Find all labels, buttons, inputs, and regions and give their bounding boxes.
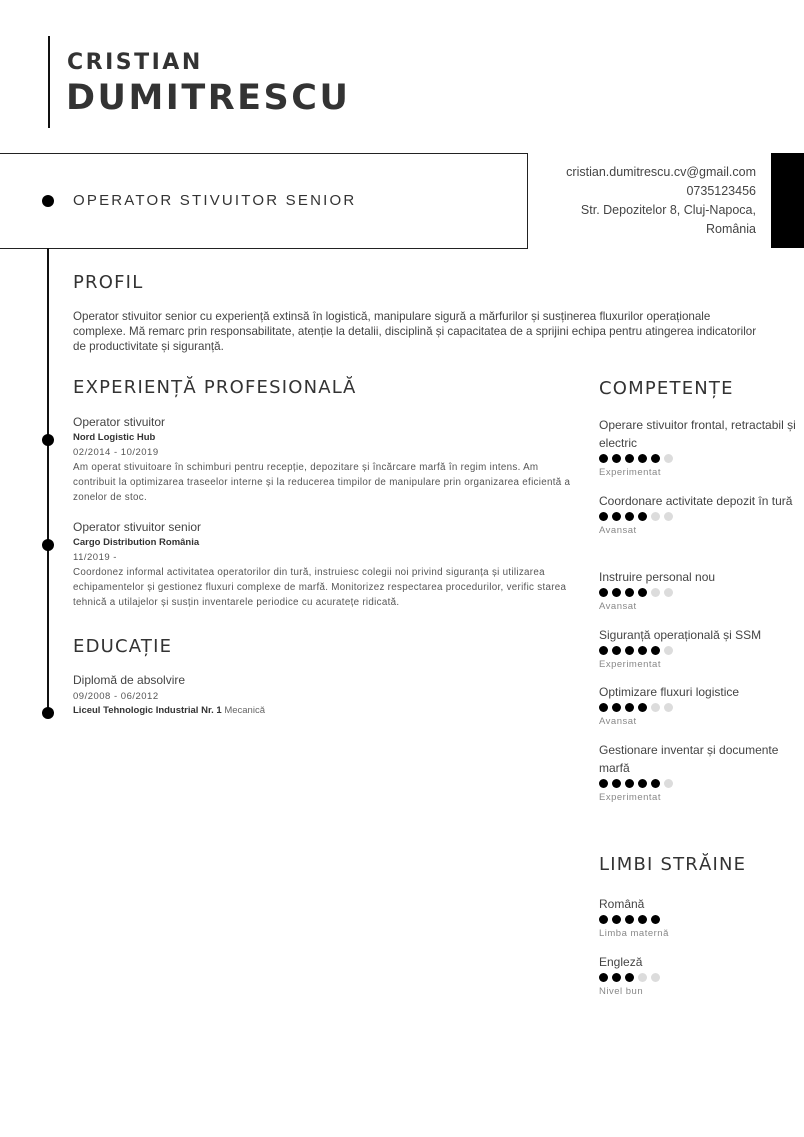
last-name: DUMITRESCU: [66, 78, 351, 118]
entry-school-line: [73, 704, 573, 718]
rating-dot-empty-icon: [664, 588, 673, 597]
skill-item-level: Avansat: [599, 525, 637, 536]
header-vertical-rule: [48, 36, 50, 128]
rating-dot-filled-icon: [625, 973, 634, 982]
skill-item: [599, 741, 799, 804]
language-item: [599, 953, 799, 998]
section-title-skills: COMPETENȚE: [599, 378, 734, 399]
timeline-dot-icon: [42, 434, 54, 446]
rating-dot-filled-icon: [625, 703, 634, 712]
skill-item-level: Avansat: [599, 716, 637, 727]
rating-dots: [599, 588, 799, 597]
skill-item: [599, 416, 799, 479]
section-title-profile: PROFIL: [73, 272, 144, 293]
rating-dot-filled-icon: [612, 779, 621, 788]
entry-company: Nord Logistic Hub: [73, 432, 156, 443]
skill-item: [599, 492, 799, 537]
rating-dot-filled-icon: [625, 915, 634, 924]
rating-dots: [599, 512, 799, 521]
rating-dot-filled-icon: [638, 779, 647, 788]
entry-dates: 09/2008 - 06/2012: [73, 691, 159, 702]
section-title-education: EDUCAȚIE: [73, 636, 173, 657]
rating-dot-filled-icon: [612, 973, 621, 982]
profile-text: Operator stivuitor senior cu experiență extinsă în logistică, manipulare sigură a mărfurilor și susținerea fluxurilor operaționale complexe. Mă remarc prin responsabilitate, atenție la detalii, disciplină și capacitatea de a sprijini echipa pentru atingerea indicatorilor de productivitate și siguranță.: [73, 310, 757, 353]
rating-dot-filled-icon: [612, 512, 621, 521]
rating-dot-filled-icon: [638, 646, 647, 655]
skill-item-name: Siguranță operațională și SSM: [599, 628, 762, 642]
entry-company: Cargo Distribution România: [73, 537, 200, 548]
rating-dot-filled-icon: [599, 588, 608, 597]
rating-dot-empty-icon: [664, 779, 673, 788]
entry-dates: 02/2014 - 10/2019: [73, 447, 159, 458]
skill-item-level: Experimentat: [599, 792, 661, 803]
rating-dot-filled-icon: [612, 646, 621, 655]
job-title: OPERATOR STIVUITOR SENIOR: [73, 192, 357, 209]
rating-dot-filled-icon: [599, 512, 608, 521]
rating-dot-empty-icon: [651, 512, 660, 521]
language-item-name: Engleză: [599, 955, 643, 969]
rating-dot-filled-icon: [651, 915, 660, 924]
skill-item: [599, 683, 799, 728]
rating-dots: [599, 915, 799, 924]
rating-dot-filled-icon: [638, 588, 647, 597]
section-title-experience: EXPERIENȚĂ PROFESIONALĂ: [73, 377, 357, 398]
section-title-languages: LIMBI STRĂINE: [599, 854, 747, 875]
skill-item-name: Coordonare activitate depozit în tură: [599, 494, 793, 508]
rating-dot-filled-icon: [625, 646, 634, 655]
first-name: CRISTIAN: [67, 50, 203, 75]
timeline-line: [47, 248, 49, 714]
rating-dot-filled-icon: [651, 646, 660, 655]
timeline-dot-icon: [42, 707, 54, 719]
contact-block: [566, 163, 756, 239]
rating-dot-filled-icon: [612, 915, 621, 924]
entry-description: Am operat stivuitoare în schimburi pentru recepție, depozitare și încărcare marfă în regim intens. Am contribuit la optimizarea traseelor interne și la reducerea timpilor de manipulare prin organizarea eficientă a zonelor de stoc.: [73, 462, 571, 503]
rating-dots: [599, 454, 799, 463]
language-item: [599, 895, 799, 940]
entry-degree: Diplomă de absolvire: [73, 673, 186, 687]
skill-item: [599, 626, 799, 671]
rating-dot-empty-icon: [664, 454, 673, 463]
skill-item-name: Operare stivuitor frontal, retractabil și electric: [599, 418, 796, 450]
decorative-black-bar: [771, 153, 804, 248]
rating-dot-empty-icon: [664, 703, 673, 712]
rating-dots: [599, 703, 799, 712]
rating-dot-filled-icon: [651, 454, 660, 463]
skill-item-level: Experimentat: [599, 467, 661, 478]
language-item-level: Limba maternă: [599, 928, 669, 939]
rating-dot-filled-icon: [612, 703, 621, 712]
entry-field: Mecanică: [224, 705, 265, 716]
language-item-level: Nivel bun: [599, 986, 644, 997]
rating-dot-filled-icon: [625, 588, 634, 597]
entry-description: Coordonez informal activitatea operatorilor din tură, instruiesc colegii noi privind siguranța și utilizarea echipamentelor și gestionez fluxuri complexe de marfă. Monitorizez respectarea procedurilor, verific starea tehnică a utilajelor și susțin inventarele periodice cu acuratețe ridicată.: [73, 567, 567, 608]
rating-dots: [599, 779, 799, 788]
skill-item-name: Instruire personal nou: [599, 570, 716, 584]
experience-entry: [73, 519, 573, 610]
rating-dot-empty-icon: [638, 973, 647, 982]
rating-dot-filled-icon: [599, 646, 608, 655]
skill-item: [599, 568, 799, 613]
contact-email[interactable]: cristian.dumitrescu.cv@gmail.com: [566, 165, 756, 179]
rating-dot-filled-icon: [625, 512, 634, 521]
rating-dot-filled-icon: [612, 454, 621, 463]
rating-dot-empty-icon: [664, 512, 673, 521]
skill-item-level: Experimentat: [599, 659, 661, 670]
rating-dot-empty-icon: [651, 973, 660, 982]
rating-dot-filled-icon: [638, 703, 647, 712]
bullet-dot-icon: [42, 195, 54, 207]
rating-dot-empty-icon: [651, 703, 660, 712]
skill-item-name: Optimizare fluxuri logistice: [599, 685, 740, 699]
rating-dot-filled-icon: [638, 512, 647, 521]
experience-entry: [73, 414, 573, 505]
rating-dot-filled-icon: [625, 454, 634, 463]
contact-address-line2: România: [705, 222, 756, 236]
language-item-name: Română: [599, 897, 645, 911]
contact-phone[interactable]: 0735123456: [686, 184, 756, 198]
rating-dot-filled-icon: [638, 454, 647, 463]
rating-dot-filled-icon: [599, 915, 608, 924]
entry-role: Operator stivuitor senior: [73, 520, 202, 534]
skill-item-name: Gestionare inventar și documente marfă: [599, 743, 779, 775]
rating-dot-filled-icon: [599, 703, 608, 712]
entry-role: Operator stivuitor: [73, 415, 166, 429]
rating-dot-filled-icon: [651, 779, 660, 788]
rating-dot-filled-icon: [612, 588, 621, 597]
entry-dates: 11/2019 -: [73, 552, 117, 563]
rating-dots: [599, 646, 799, 655]
rating-dot-empty-icon: [651, 588, 660, 597]
timeline-dot-icon: [42, 539, 54, 551]
rating-dots: [599, 973, 799, 982]
entry-school: Liceul Tehnologic Industrial Nr. 1: [73, 705, 222, 716]
rating-dot-filled-icon: [599, 973, 608, 982]
rating-dot-empty-icon: [664, 646, 673, 655]
contact-address-line1: Str. Depozitelor 8, Cluj-Napoca,: [580, 203, 756, 217]
rating-dot-filled-icon: [599, 779, 608, 788]
rating-dot-filled-icon: [638, 915, 647, 924]
rating-dot-filled-icon: [625, 779, 634, 788]
rating-dot-filled-icon: [599, 454, 608, 463]
skill-item-level: Avansat: [599, 601, 637, 612]
education-entry: [73, 672, 573, 718]
